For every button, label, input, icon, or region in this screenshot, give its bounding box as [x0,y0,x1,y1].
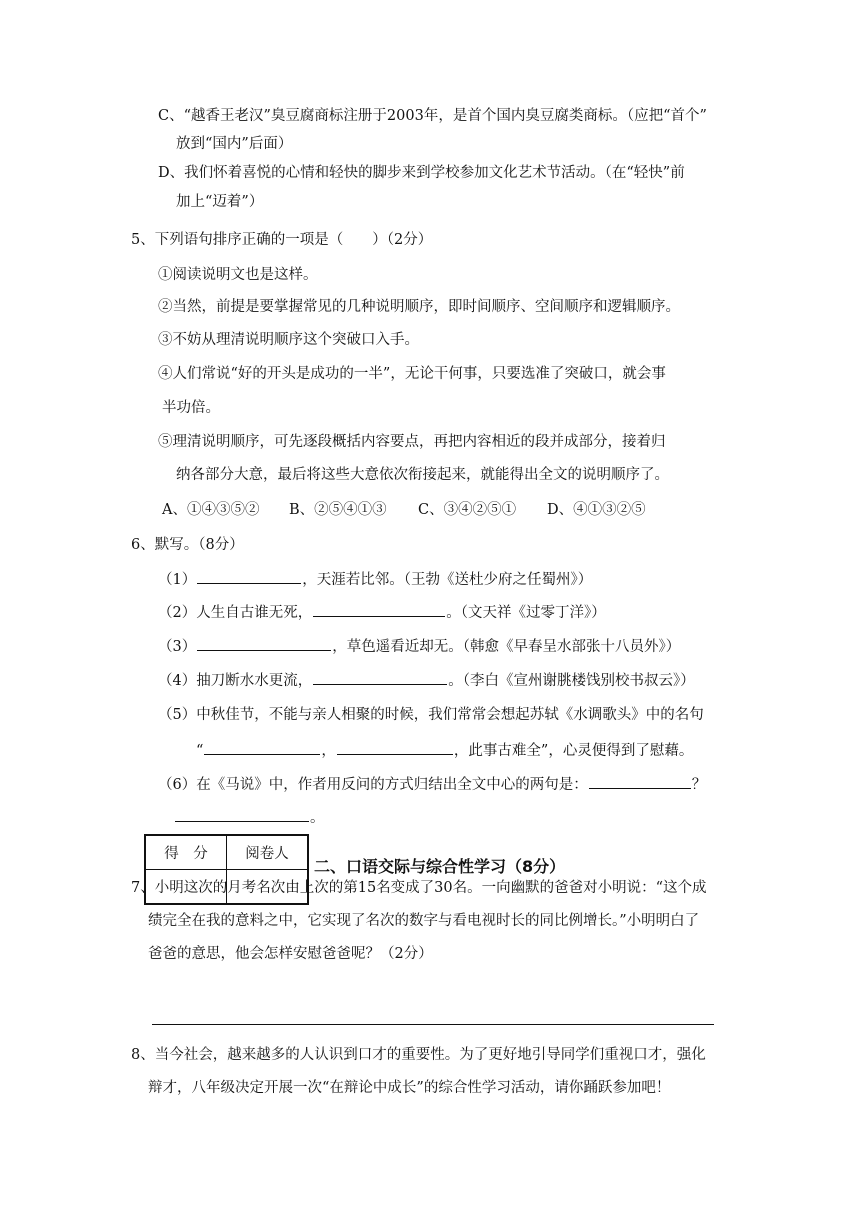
q5-option-a: A、①④③⑤② [162,502,260,518]
q6-item-3-text: ，草色遥看近却无。（韩愈《早春呈水部张十八员外》） [332,639,681,655]
q4-option-c-line1: C、“越香王老汉”臭豆腐商标注册于2003年，是首个国内臭豆腐类商标。（应把“首个” [158,108,707,124]
q4-option-d-line2: 加上“迈着”） [176,194,264,210]
q5-sentence-1: ①阅读说明文也是这样。 [158,267,318,283]
q6-item-2-text: （2）人生自古谁无死， [158,605,313,621]
q6-item-5-line2 [196,739,693,761]
q6-item-4-blank[interactable] [313,669,447,685]
q5-sentence-5-line1: ⑤理清说明顺序，可先逐段概括内容要点，再把内容相近的段并成部分，接着归 [158,434,666,450]
q6-item-6-blank-2[interactable] [175,806,309,822]
section-2-title: 二、口语交际与综合性学习（8分） [314,857,566,876]
q5-sentence-4-line2: 半功倍。 [162,400,220,416]
q5-option-d: D、④①③②⑤ [547,502,646,518]
grader-label: 阅卷人 [227,835,309,870]
q6-item-4 [158,669,695,691]
q6-item-3-blank[interactable] [197,635,331,651]
q6-item-2-source: 。（文天祥《过零丁洋》） [446,605,606,621]
q5-stem: 5、下列语句排序正确的一项是（ ）（2分） [131,232,433,248]
score-label: 得 分 [145,835,227,870]
q6-item-1-number: （1） [158,572,197,588]
q6-item-5-blank-2[interactable] [337,739,453,755]
q5-sentence-2: ②当然，前提是要掌握常见的几种说明顺序，即时间顺序、空间顺序和逻辑顺序。 [158,299,680,315]
q6-item-3-number: （3） [158,639,197,655]
q8-line2: 辩才，八年级决定开展一次“在辩论中成长”的综合性学习活动，请你踊跃参加吧！ [148,1080,671,1096]
q6-item-5-open-quote: “ [196,743,204,759]
q6-item-6-blank-1[interactable] [589,773,691,789]
q6-item-2 [158,601,606,623]
q5-sentence-4-line1: ④人们常说“好的开头是成功的一半”，无论干何事，只要选准了突破口，就会事 [158,366,666,382]
q6-stem: 6、默写。（8分） [131,537,244,553]
q6-item-1 [158,568,592,590]
q4-option-c-line2: 放到“国内”后面） [176,136,293,152]
q6-item-5-line1: （5）中秋佳节，不能与亲人相聚的时候，我们常常会想起苏轼《水调歌头》中的名句 [158,707,704,723]
q5-option-c: C、③④②⑤① [418,502,517,518]
q6-item-6-period: 。 [310,810,325,826]
q6-item-6-line1 [158,773,706,795]
q6-item-5-comma: ， [321,743,336,759]
q6-item-1-blank[interactable] [197,568,301,584]
q6-item-5-tail: ，此事古难全”，心灵便得到了慰藉。 [453,743,694,759]
q5-sentence-5-line2: 纳各部分大意，最后将这些大意依次衔接起来，就能得出全文的说明顺序了。 [176,467,669,483]
q6-item-4-text: （4）抽刀断水水更流， [158,673,313,689]
q7-line1: 7、小明这次的月考名次由上次的第15名变成了30名。一向幽默的爸爸对小明说：“这个成 [131,880,707,896]
q5-sentence-3: ③不妨从理清说明顺序这个突破口入手。 [158,332,419,348]
q6-item-3 [158,635,680,657]
q6-item-6-question-mark: ？ [691,777,707,793]
q6-item-1-text: ，天涯若比邻。（王勃《送杜少府之任蜀州》） [302,572,593,588]
q6-item-6-line2 [174,806,325,828]
q7-line3: 爸爸的意思，他会怎样安慰爸爸呢？（2分） [148,946,433,962]
q4-option-d-line1: D、我们怀着喜悦的心情和轻快的脚步来到学校参加文化艺术节活动。（在“轻快”前 [158,165,685,181]
q8-line1: 8、当今社会，越来越多的人认识到口才的重要性。为了更好地引导同学们重视口才，强化 [131,1047,706,1063]
q5-option-b: B、②⑤④①③ [289,502,387,518]
q6-item-6-text: （6）在《马说》中，作者用反问的方式归结出全文中心的两句是： [158,777,588,793]
q6-item-2-blank[interactable] [313,601,445,617]
q6-item-4-source: 。（李白《宣州谢朓楼饯别校书叔云》） [448,673,695,689]
q6-item-5-blank-1[interactable] [204,739,320,755]
q7-line2: 绩完全在我的意料之中，它实现了名次的数字与看电视时长的同比例增长。”小明明白了 [148,913,700,929]
q7-answer-line[interactable] [152,1024,714,1025]
